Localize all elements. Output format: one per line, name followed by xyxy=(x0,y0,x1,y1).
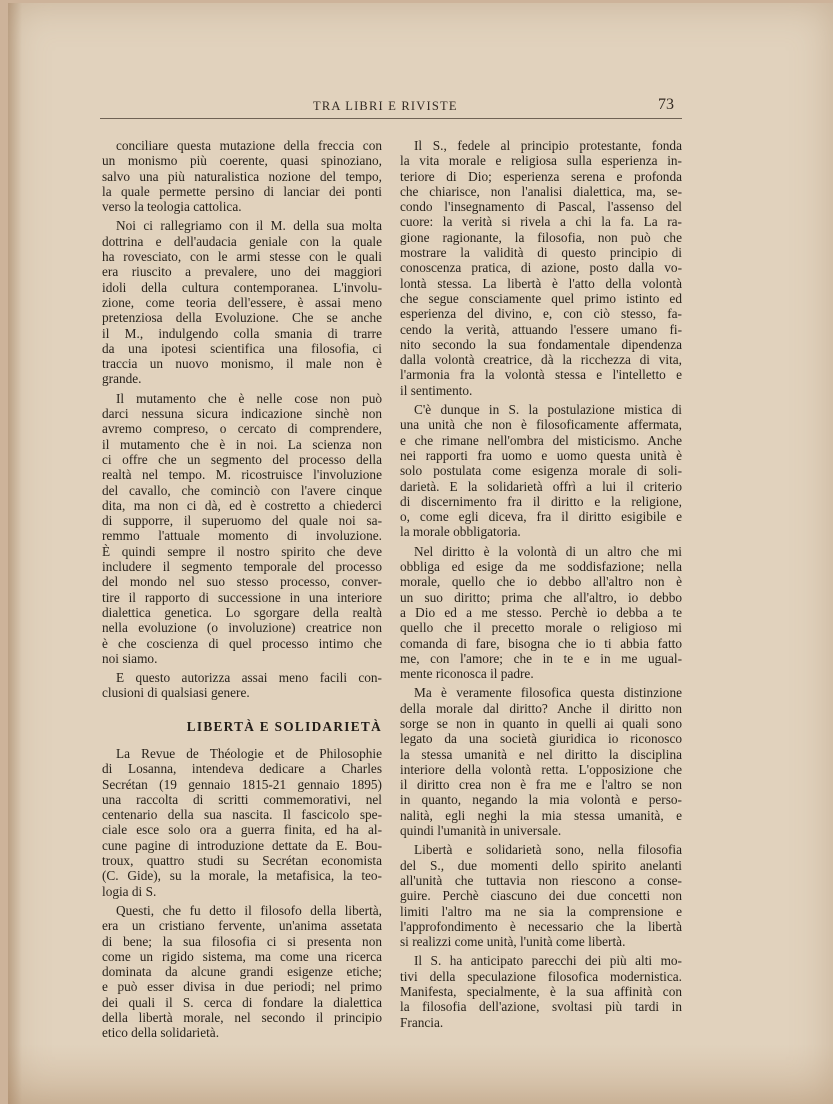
text-line: avremo compreso, o cercato di comprendere, xyxy=(102,421,382,437)
text-line: mostrare la validità di questo principio di xyxy=(400,245,682,261)
paragraph xyxy=(400,402,682,540)
text-line: che chiarisce, non l'analisi dialettica, ma, se- xyxy=(400,183,682,199)
text-line: interiore della volontà retta. L'opposizione che xyxy=(400,761,682,777)
section-heading: LIBERTÀ E SOLIDARIETÀ xyxy=(186,718,382,734)
text-line: da una ipotesi scientifica una filosofia, ci xyxy=(102,340,382,356)
text-line: condo l'insegnamento di Pascal, l'assenso del xyxy=(400,199,682,215)
text-line: dita, ma non ci dà, ed è costretto a chiederci xyxy=(102,497,382,513)
text-line: una unità che non è filosoficamente affermata, xyxy=(400,417,682,433)
text-line: di Losanna, intendeva dedicare a Charles xyxy=(102,761,382,777)
text-line: centenario della sua nascita. Il fascicolo spe- xyxy=(102,807,382,823)
paragraph xyxy=(102,670,382,701)
text-line: della morale dal diritto? Anche il diritto non xyxy=(400,700,682,716)
text-line: troux, quattro studi su Secrétan economista xyxy=(102,853,382,869)
text-line: gione ragionante, la filosofia, non può che xyxy=(400,229,682,245)
text-line: Questi, che fu detto il filosofo della libertà, xyxy=(116,902,382,918)
text-line: e può esser divisa in due periodi; nel primo xyxy=(102,979,382,995)
text-line: remmo l'attuale momento di involuzione. xyxy=(102,528,382,544)
text-line: zione, come teoria dell'essere, è assai meno xyxy=(102,294,382,310)
text-line: C'è dunque in S. la postulazione mistica di xyxy=(414,402,682,418)
text-line: me, con l'amore; che in te e in me ugual- xyxy=(400,650,682,666)
text-line: traccia un nuovo monismo, il male non è xyxy=(102,356,382,372)
text-line: nalità, egli neghi la mia stessa umanità, e xyxy=(400,807,682,823)
text-line: noi siamo. xyxy=(102,650,158,666)
text-line: La Revue de Théologie et de Philosophie xyxy=(116,745,382,761)
text-line: grande. xyxy=(102,371,142,387)
paragraph xyxy=(102,138,382,214)
text-line: cune pagine di introduzione dettate da E. Bou- xyxy=(102,837,382,853)
text-line: idoli della cultura contemporanea. L'involu- xyxy=(102,279,382,295)
text-line: Nel diritto è la volontà di un altro che mi xyxy=(414,543,682,559)
text-line: Manifesta, specialmente, è la sua affinità con xyxy=(400,984,682,1000)
text-line: E questo autorizza assai meno facili con- xyxy=(116,670,382,686)
text-line: sorge se non in quanto in quelli ai quali sono xyxy=(400,715,682,731)
paragraph xyxy=(102,218,382,386)
text-line: una raccolta di scritti commemorativi, nel xyxy=(102,791,382,807)
text-line: nella evoluzione (o involuzione) creatrice non xyxy=(102,620,382,636)
text-line: l'approfondimento è necessario che la libertà xyxy=(400,918,682,934)
bottom-stain xyxy=(8,1044,833,1104)
text-line: quindi l'umanità in universale. xyxy=(400,823,562,839)
paragraph xyxy=(102,903,382,1041)
text-line: il diritto crea non è fra me e l'altro se non xyxy=(400,777,682,793)
text-line: È quindi sempre il nostro spirito che deve xyxy=(102,543,382,559)
text-line: del cavallo, che cominciò con l'avere cinque xyxy=(102,482,382,498)
text-line: dei quali il S. cerca di fondare la dialettica xyxy=(102,994,382,1010)
text-line: come un rigido sistema, ma come una ricerca xyxy=(102,948,382,964)
text-line: darietà. E la solidarietà offrì a lui il criterio xyxy=(400,478,682,494)
text-line: Il mutamento che è nelle cose non può xyxy=(116,390,382,406)
text-line: realtà nel tempo. M. ricostruisce l'involuzione xyxy=(102,467,382,483)
text-line: era un cristiano fervente, un'anima assetata xyxy=(102,918,382,934)
text-line: Libertà e solidarietà sono, nella filosofia xyxy=(414,842,682,858)
text-line: del mondo nel suo stesso processo, conver- xyxy=(102,574,382,590)
text-line: di supporre, il superuomo del quale noi sa- xyxy=(102,513,382,529)
text-line: legato da una società giuridica io riconosco xyxy=(400,731,682,747)
text-line: un monismo più coerente, quasi spinoziano, xyxy=(102,153,382,169)
running-title: TRA LIBRI E RIVISTE xyxy=(313,99,458,113)
paragraph xyxy=(400,842,682,949)
text-line: includere il segmento temporale del processo xyxy=(102,559,382,575)
page-sheet xyxy=(8,3,833,1104)
text-line: Il S., fedele al principio protestante, fonda xyxy=(414,138,682,153)
text-line: tivi della speculazione filosofica modernistica. xyxy=(400,968,682,984)
text-line: comanda di fare, bisogna che io ti abbia fatto xyxy=(400,635,682,651)
paragraph xyxy=(400,685,682,838)
text-line: ci offre che un segmento del processo della xyxy=(102,451,382,467)
text-line: il mutamento che è in noi. La scienza non xyxy=(102,436,382,452)
text-line: all'unità che tuttavia non riescono a conse- xyxy=(400,872,682,888)
text-line: teriore di Dio; esperienza serena e profonda xyxy=(400,168,682,184)
text-line: quello che il precetto morale o religioso mi xyxy=(400,620,682,636)
text-line: l'armonia fra la volontà stessa e l'intelletto e xyxy=(400,367,682,383)
text-line: dialettica genetica. Lo sgorgare della realtà xyxy=(102,604,382,620)
text-line: esperienza del divino, e, con ciò stesso, fa- xyxy=(400,306,682,322)
text-line: il M., indulgendo colla smania di trarre xyxy=(102,325,382,341)
text-line: il sentimento. xyxy=(400,382,473,398)
text-line: (C. Gide), su la morale, la metafisica, la teo- xyxy=(102,868,382,884)
text-line: del S., due momenti dello spirito anelanti xyxy=(400,857,682,873)
text-line: Ma è veramente filosofica questa distinzione xyxy=(414,685,682,701)
text-line: Francia. xyxy=(400,1014,444,1030)
text-line: guire. Perchè ciascuno dei due concetti non xyxy=(400,888,682,904)
text-line: la stessa umanità e nel diritto la disciplina xyxy=(400,746,682,762)
paragraph xyxy=(102,746,382,899)
paragraph xyxy=(400,138,682,398)
text-line: si realizzi come unità, l'unità come libertà. xyxy=(400,934,626,950)
text-line: dottrina e dell'audacia geniale con la quale xyxy=(102,233,382,249)
text-line: verso la teologia cattolica. xyxy=(102,199,242,215)
text-line: darci nessuna sicura indicazione sinchè non xyxy=(102,406,382,422)
text-line: cuore: la verità si rivela a chi la fa. La ra- xyxy=(400,214,682,230)
paragraph xyxy=(400,544,682,682)
text-line: di bene; la sua filosofia ci si presenta non xyxy=(102,933,382,949)
text-line: conoscenza pratica, di azione, posto dalla vo- xyxy=(400,260,682,276)
text-line: la filosofia dell'azione, svoltasi più tardi in xyxy=(400,999,682,1015)
text-line: Il S. ha anticipato parecchi dei più alti mo- xyxy=(414,953,682,969)
text-line: Secrétan (19 gennaio 1815-21 gennaio 1895) xyxy=(102,776,382,792)
text-line: tire il rapporto di successione in una interiore xyxy=(102,589,382,605)
paragraph xyxy=(400,953,682,1029)
text-line: morale, quello che io debbo all'altro non è xyxy=(400,574,682,590)
text-line: dalla volontà creatrice, dà la ricchezza di vita, xyxy=(400,352,682,368)
right-column xyxy=(400,138,682,1034)
text-line: pretenziosa della Evoluzione. Che se anche xyxy=(102,310,382,326)
text-line: dominata da alcune grandi esigenze etiche; xyxy=(102,964,382,980)
text-line: la morale obbligatoria. xyxy=(400,524,521,540)
text-line: logia di S. xyxy=(102,883,157,899)
text-line: Noi ci rallegriamo con il M. della sua molta xyxy=(116,218,382,234)
text-line: di discernimento fra il diritto e la religione, xyxy=(400,493,682,509)
text-line: obbliga ed esige da me soddisfazione; nella xyxy=(400,559,682,575)
text-line: ciale esce solo ora a guerra finita, ed ha al- xyxy=(102,822,382,838)
text-line: lontà stessa. La libertà è l'atto della volontà xyxy=(400,275,682,291)
text-line: della libertà morale, nel secondo il principio xyxy=(102,1010,382,1026)
text-line: salvo una più naturalistica nozione del tempo, xyxy=(102,168,382,184)
text-line: o, come egli diceva, fra il diritto esigibile e xyxy=(400,509,682,525)
text-line: e che rimane nell'ombra del misticismo. Anche xyxy=(400,432,682,448)
header-rule xyxy=(100,118,682,119)
paragraph xyxy=(102,391,382,666)
text-line: in quanto, negando la mia volontà e perso- xyxy=(400,792,682,808)
text-line: un suo diritto; prima che all'altro, io debbo xyxy=(400,589,682,605)
edge-stain xyxy=(8,3,22,1104)
text-line: è che coscienza di quel processo intimo che xyxy=(102,635,382,651)
text-line: la vita morale e religiosa sulla esperienza in- xyxy=(400,153,682,169)
text-line: mente riconosca il padre. xyxy=(400,666,534,682)
text-line: ha rovesciato, con le armi stesse con le quali xyxy=(102,249,382,265)
text-line: che segue consciamente quel primo istinto ed xyxy=(400,290,682,306)
page-number: 73 xyxy=(658,96,674,113)
text-line: conciliare questa mutazione della freccia con xyxy=(116,138,382,153)
text-line: nei rapporti fra uomo e uomo questa unità è xyxy=(400,447,682,463)
text-line: limiti l'altro ma ne sia la comprensione e xyxy=(400,903,682,919)
text-line: solo postulata come esigenza morale di soli- xyxy=(400,463,682,479)
text-line: nito secondo la sua fondamentale dipendenza xyxy=(400,336,682,352)
left-column xyxy=(102,138,382,1045)
text-line: cendo la verità, attuando l'essere umano fi- xyxy=(400,321,682,337)
text-line: clusioni di qualsiasi genere. xyxy=(102,685,250,701)
text-line: a Dio ed a me stesso. Perchè io debba a te xyxy=(400,604,682,620)
text-line: era riuscito a prevalere, uno dei maggiori xyxy=(102,264,382,280)
text-line: la quale permette persino di lanciar dei ponti xyxy=(102,183,382,199)
text-line: etico della solidarietà. xyxy=(102,1025,220,1041)
